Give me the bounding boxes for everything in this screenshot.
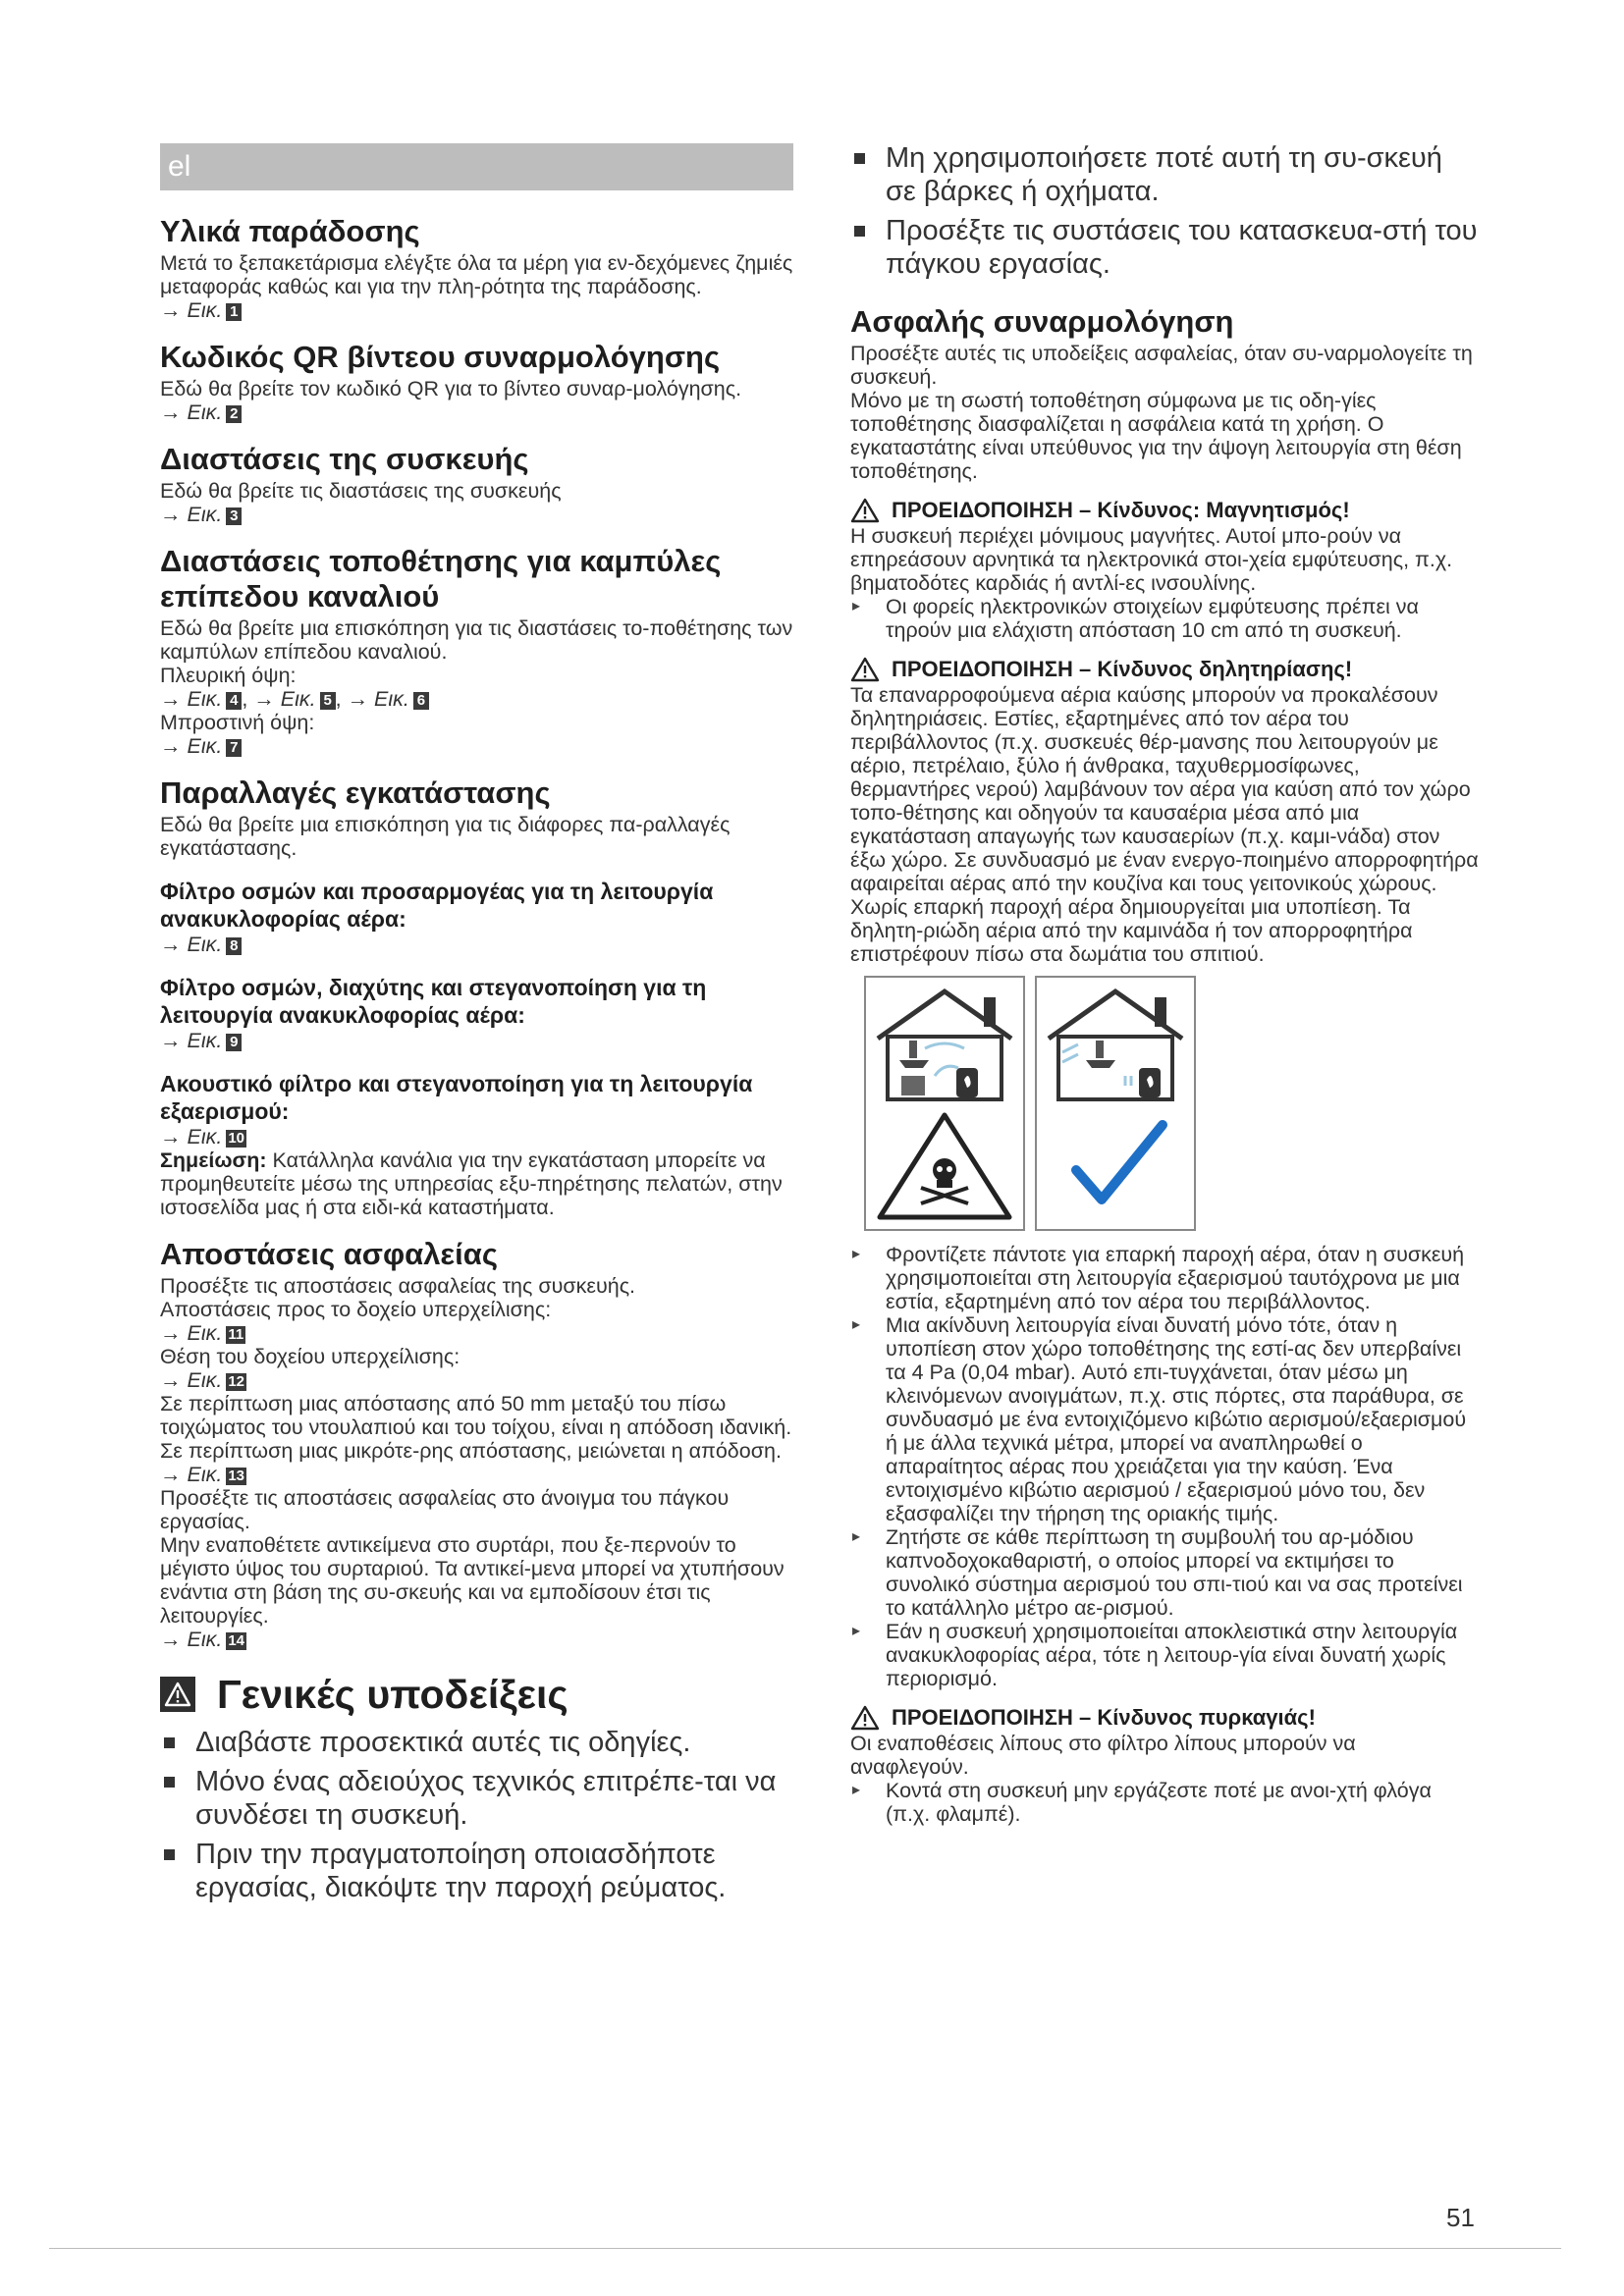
figure-number: 9 xyxy=(226,1034,242,1051)
figure-number: 7 xyxy=(226,739,242,757)
figure-prefix: → Εικ. xyxy=(160,298,223,322)
list-item: Προσέξτε τις συστάσεις του κατασκευα-στή του πάγκου εργασίας. xyxy=(850,214,1479,281)
footer-divider xyxy=(49,2248,1561,2249)
figure-ref xyxy=(160,1628,793,1651)
warning-title: ΠΡΟΕΙΔΟΠΟΙΗΣΗ – Κίνδυνος πυρκαγιάς! xyxy=(892,1705,1316,1730)
warning-icon xyxy=(160,1677,195,1712)
figure-prefix: → Εικ. xyxy=(160,1029,223,1052)
note-label: Σημείωση: xyxy=(160,1148,267,1172)
general-notes-heading xyxy=(160,1673,793,1716)
warning-heading-magnetism xyxy=(850,497,1479,524)
safety-distances-text-5: Προσέξτε τις αποστάσεις ασφαλείας στο άνοιγμα του πάγκου εργασίας. xyxy=(160,1486,730,1533)
warning-magnetism-list xyxy=(850,595,1479,642)
safe-assembly-text-2: Μόνο με τη σωστή τοποθέτηση σύμφωνα με τις οδη-γίες τοποθέτησης διασφαλίζεται η ασφάλεια κατά τη χρήση. Ο εγκαταστάτης είναι υπεύθυνος για την άψογη λειτουργία στη θέση τοποθέτησης. xyxy=(850,389,1462,483)
list-item: ▸ Κοντά στη συσκευή μην εργάζεστε ποτέ με ανοι-χτή φλόγα (π.χ. φλαμπέ). xyxy=(850,1779,1479,1826)
figure-prefix: → Εικ. xyxy=(160,933,223,956)
language-bar: el xyxy=(160,143,793,190)
figure-number: 3 xyxy=(226,507,242,525)
figure-number: 13 xyxy=(228,1468,245,1484)
list-item: Μη χρησιμοποιήσετε ποτέ αυτή τη συ-σκευή σε βάρκες ή οχήματα. xyxy=(850,141,1479,208)
warning-triangle-icon xyxy=(850,657,880,682)
delivery-text: Μετά το ξεπακετάρισμα ελέγξτε όλα τα μέρη για εν-δεχόμενες ζημιές μεταφοράς καθώς και για την πλη-ρότητα της παράδοσης. xyxy=(160,251,793,298)
figure-prefix: → Εικ. xyxy=(347,687,409,711)
subtitle-acoustic-filter: Ακουστικό φίλτρο και στεγανοποίηση για τη λειτουργία εξαερισμού: xyxy=(160,1071,753,1124)
list-item: ▸ Μια ακίνδυνη λειτουργία είναι δυνατή μόνο τότε, όταν η υποπίεση στον χώρο τοποθέτησης της εστί-ας δεν υπερβαίνει τα 4 Pa (0,04 mbar). Αυτό επι-τυγχάνεται, όταν μέσω μη κλεινόμενων ανοιγμάτων, π.χ. στις πόρτες, στα παράθυρα, σε συνδυασμό με ένα εντοιχιζόμενο κιβώτιο αερισμού/εξαερισμού ή με άλλα τεχνικά μέτρα, μπορεί να αναπληρωθεί ο απαραίτητος αέρας που χρειάζεται για την καύση. Ένα εντοιχισμένο κιβώτιο αερισμού / εξαερισμού μόνο του, δεν εξασφαλίζει την τήρηση της οριακής τιμής. xyxy=(850,1313,1479,1525)
general-notes-list-continued xyxy=(850,141,1479,281)
note-paragraph xyxy=(160,1148,793,1219)
safety-distances-text-3: Θέση του δοχείου υπερχείλισης: xyxy=(160,1345,460,1368)
figure-number: 8 xyxy=(226,937,242,955)
figure-ref-multi: → Εικ. 4 , → Εικ. 5 , → Εικ. 6 xyxy=(160,687,793,711)
figure-ref xyxy=(160,1125,793,1148)
figure-ref xyxy=(160,1463,793,1486)
warning-fire-list xyxy=(850,1779,1479,1826)
figure-number: 1 xyxy=(226,303,242,321)
ventilation-illustration xyxy=(864,976,1479,1231)
figure-ref xyxy=(160,298,793,322)
figure-prefix: → Εικ. xyxy=(160,687,223,711)
figure-prefix: → Εικ. xyxy=(160,734,223,758)
section-title-dimensions: Διαστάσεις της συσκευής xyxy=(160,442,529,476)
general-notes-list xyxy=(160,1726,793,1904)
side-view-label: Πλευρική όψη: xyxy=(160,664,297,687)
qr-text: Εδώ θα βρείτε τον κωδικό QR για το βίντεο συναρ-μολόγησης. xyxy=(160,377,742,400)
figure-number: 5 xyxy=(320,692,336,710)
right-column xyxy=(850,141,1479,1826)
figure-number: 2 xyxy=(226,405,242,423)
figure-ref xyxy=(160,734,793,758)
warning-triangle-icon xyxy=(850,498,880,523)
figure-prefix: → Εικ. xyxy=(160,1628,223,1651)
warning-fire-text: Οι εναποθέσεις λίπους στο φίλτρο λίπους μπορούν να αναφλεγούν. xyxy=(850,1732,1356,1779)
subtitle-odour-filter-adapter: Φίλτρο οσμών και προσαρμογέας για τη λειτουργία ανακυκλοφορίας αέρα: xyxy=(160,879,714,932)
list-item: ▸ Ζητήστε σε κάθε περίπτωση τη συμβουλή του αρ-μόδιου καπνοδοχοκαθαριστή, ο οποίος μπορεί να εκτιμήσει το συνολικό σύστημα αερισμού του σπι-τιού και να σας προτείνει το κατάλληλο μέτρο αε-ρισμού. xyxy=(850,1525,1479,1620)
figure-number: 11 xyxy=(228,1326,244,1343)
section-title-qr: Κωδικός QR βίντεου συναρμολόγησης xyxy=(160,340,721,374)
figure-prefix: → Εικ. xyxy=(160,1463,223,1486)
safety-distances-text-2: Αποστάσεις προς το δοχείο υπερχείλισης: xyxy=(160,1298,552,1321)
warning-poisoning-text: Τα επαναρροφούμενα αέρια καύσης μπορούν να προκαλέσουν δηλητηριάσεις. Εστίες, εξαρτημένες από τον αέρα του περιβάλλοντος (π.χ. συσκευές θέρ-μανσης που λειτουργούν με αέριο, πετρέλαιο, ξύλο ή άνθρακα, ταχυθερμοσίφωνες, θερμαντήρες νερού) λαμβάνουν τον αέρα για καύση από τον χώρο τοπο-θέτησης και οδηγούν τα καυσαέρια μέσα από μια εγκατάσταση απαγωγής των καυσαερίων (π.χ. καμι-νάδα) στον έξω χώρο. Σε συνδυασμό με έναν ενεργο-ποιημένο απορροφητήρα αφαιρείται αέρας από την κουζίνα και τους γειτονικούς χώρους. Χωρίς επαρκή παροχή αέρα δημιουργείται μια υποπίεση. Τα δηλητη-ριώδη αέρια από την καμινάδα ή τον απορροφητήρα επιστρέφουν πίσω στα δωμάτια του σπιτιού. xyxy=(850,683,1479,966)
dimensions-text: Εδώ θα βρείτε τις διαστάσεις της συσκευής xyxy=(160,479,562,503)
figure-number: 10 xyxy=(228,1130,245,1147)
left-column xyxy=(160,137,793,1910)
list-item: Διαβάστε προσεκτικά αυτές τις οδηγίες. xyxy=(160,1726,793,1759)
illustration-safe-panel xyxy=(1035,976,1196,1231)
warning-heading-fire xyxy=(850,1704,1479,1732)
safety-distances-text-4: Σε περίπτωση μιας απόστασης από 50 mm μεταξύ του πίσω τοιχώματος του ντουλαπιού και του τοίχου, είναι η απόδοση ιδανική. Σε περίπτωση μιας μικρότε-ρης απόστασης, μειώνεται η απόδοση. xyxy=(160,1392,792,1463)
figure-ref xyxy=(160,503,793,526)
page-number: 51 xyxy=(1446,2203,1475,2232)
figure-ref xyxy=(160,400,793,424)
warning-title: ΠΡΟΕΙΔΟΠΟΙΗΣΗ – Κίνδυνος: Μαγνητισμός! xyxy=(892,498,1350,522)
figure-number: 6 xyxy=(413,692,429,710)
subtitle-odour-filter-diffuser: Φίλτρο οσμών, διαχύτης και στεγανοποίηση για τη λειτουργία ανακυκλοφορίας αέρα: xyxy=(160,975,707,1028)
figure-ref xyxy=(160,1321,793,1345)
section-title-safe-assembly: Ασφαλής συναρμολόγηση xyxy=(850,304,1234,339)
list-item: ▸ Εάν η συσκευή χρησιμοποιείται αποκλειστικά στην λειτουργία ανακυκλοφορίας αέρα, τότε η λειτουρ-γία είναι δυνατή χωρίς περιορισμό. xyxy=(850,1620,1479,1690)
front-view-label: Μπροστινή όψη: xyxy=(160,711,315,734)
list-item: ▸ Φροντίζετε πάντοτε για επαρκή παροχή αέρα, όταν η συσκευή χρησιμοποιείται στη λειτουργία εξαερισμού ταυτόχρονα με μια εστία, εξαρτημένη από τον αέρα του περιβάλλοντος. xyxy=(850,1243,1479,1313)
warning-magnetism-text: Η συσκευή περιέχει μόνιμους μαγνήτες. Αυτοί μπο-ρούν να επηρεάσουν αρνητικά τα ηλεκτρονικά στοι-χεία εμφύτευσης, π.χ. βηματοδότες καρδιάς ή αντλί-ες ινσουλίνης. xyxy=(850,524,1453,595)
list-item: Μόνο ένας αδειούχος τεχνικός επιτρέπε-ται να συνδέσει τη συσκευή. xyxy=(160,1765,793,1832)
figure-ref xyxy=(160,1368,793,1392)
figure-prefix: → Εικ. xyxy=(160,1321,223,1345)
safety-distances-text-6: Μην εναποθέτετε αντικείμενα στο συρτάρι, που ξε-περνούν το μέγιστο ύψος του συρταριού. Τα αντικεί-μενα μπορεί να χτυπήσουν ενάντια στη βάση της συ-σκευής και να εμποδίσουν έτσι τις λειτουργίες. xyxy=(160,1533,785,1628)
figure-ref xyxy=(160,1029,793,1052)
figure-prefix: → Εικ. xyxy=(160,400,223,424)
section-title-safety-distances: Αποστάσεις ασφαλείας xyxy=(160,1237,498,1271)
warning-heading-poisoning xyxy=(850,656,1479,683)
list-item: Πριν την πραγματοποίηση οποιασδήποτε εργασίας, διακόψτε την παροχή ρεύματος. xyxy=(160,1838,793,1904)
figure-prefix: → Εικ. xyxy=(160,503,223,526)
warning-poisoning-list xyxy=(850,1243,1479,1690)
section-title-installation-variants: Παραλλαγές εγκατάστασης xyxy=(160,775,551,810)
figure-ref xyxy=(160,933,793,956)
list-item: ▸ Οι φορείς ηλεκτρονικών στοιχείων εμφύτευσης πρέπει να τηρούν μια ελάχιστη απόσταση 10 cm από τη συσκευή. xyxy=(850,595,1479,642)
warning-triangle-icon xyxy=(850,1705,880,1731)
illustration-danger-panel xyxy=(864,976,1025,1231)
figure-number: 4 xyxy=(226,692,242,710)
section-title-delivery: Υλικά παράδοσης xyxy=(160,214,420,248)
mounting-dimensions-text: Εδώ θα βρείτε μια επισκόπηση για τις διαστάσεις το-ποθέτησης των καμπύλων επίπεδου καναλιού. xyxy=(160,616,793,664)
figure-number: 14 xyxy=(228,1632,245,1649)
warning-title: ΠΡΟΕΙΔΟΠΟΙΗΣΗ – Κίνδυνος δηλητηρίασης! xyxy=(892,657,1353,681)
general-notes-title: Γενικές υποδείξεις xyxy=(217,1672,568,1717)
section-title-mounting-dimensions: Διαστάσεις τοποθέτησης για καμπύλες επίπεδου καναλιού xyxy=(160,544,722,614)
safe-assembly-text-1: Προσέξτε αυτές τις υποδείξεις ασφαλείας, όταν συ-ναρμολογείτε τη συσκευή. xyxy=(850,342,1473,389)
figure-prefix: → Εικ. xyxy=(160,1368,223,1392)
safety-distances-text-1: Προσέξτε τις αποστάσεις ασφαλείας της συσκευής. xyxy=(160,1274,636,1298)
figure-prefix: → Εικ. xyxy=(160,1125,223,1148)
note-text: Κατάλληλα κανάλια για την εγκατάσταση μπορείτε να προμηθευτείτε μέσω της υπηρεσίας εξυ-πηρέτησης πελατών, στην ιστοσελίδα μας ή στα ειδι-κά καταστήματα. xyxy=(160,1148,783,1219)
figure-number: 12 xyxy=(228,1373,245,1390)
figure-prefix: → Εικ. xyxy=(253,687,316,711)
installation-variants-text: Εδώ θα βρείτε μια επισκόπηση για τις διάφορες πα-ραλλαγές εγκατάστασης. xyxy=(160,813,731,860)
